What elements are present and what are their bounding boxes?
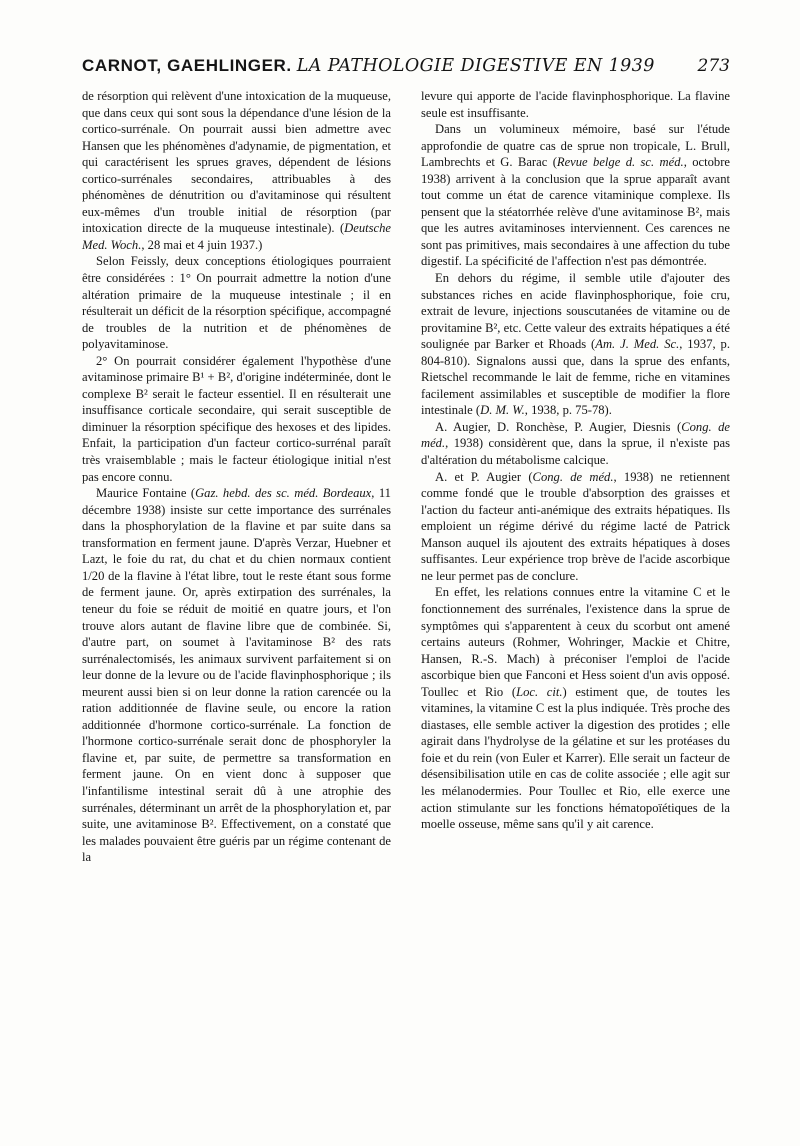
paragraph: Dans un volumineux mémoire, basé sur l'étude approfondie de quatre cas de sprue non tropicale, L. Brull, Lambrechts et G. Barac (Revue belge d. sc. méd., octobre 1938) arrivent à la conclusion que la sprue apparaît avant tout comme un état de carence vitaminique complexe. Ils pensent que la stéatorrhée relève d'une avitaminose B², mais que les autres avitaminoses interviennent. Ces carences ne sont pas primitives, mais secondaires à une affection du tube digestif. La spécificité de l'affection n'est pas démontrée. — [421, 122, 731, 269]
header-title: LA PATHOLOGIE DIGESTIVE EN 1939 — [296, 56, 655, 76]
right-column — [421, 88, 730, 833]
paragraph: En dehors du régime, il semble utile d'ajouter des substances riches en acide flavinphosphorique, foie cru, extrait de levure, injections souscutanées de vitamine ou de provitamine B², etc. Cette valeur des extraits hépatiques a été soulignée par Barker et Rhoads (Am. J. Med. Sc., 1937, p. 804-810). Signalons aussi que, dans la sprue des enfants, Rietschel recommande le lait de femme, riche en vitamines facilement assimilables et susceptible de modifier la flore intestinale (D. M. W., 1938, p. 75-78). — [421, 271, 730, 418]
paragraph: de résorption qui relèvent d'une intoxication de la muqueuse, que dans ceux qui sont sous la dépendance d'une lésion de la cortico-surrénale. On pourrait aussi bien admettre avec Hansen que les phénomènes d'adynamie, de pigmentation, et qui caractérisent les sprues graves, dépendent de lésions cortico-surrénales secondaires, attribuables à des phénomènes de dénutrition ou d'avitaminose qui résultent eux-mêmes d'un trouble initial de résorption (par intoxication directe de la muqueuse intestinale). (Deutsche Med. Woch., 28 mai et 4 juin 1937.) — [82, 89, 391, 252]
citation: Cong. de méd. — [532, 469, 614, 484]
citation: Am. J. Med. Sc. — [595, 337, 680, 352]
header-authors: CARNOT, GAEHLINGER. — [82, 56, 292, 75]
citation: Gaz. hebd. des sc. méd. Bordeaux — [195, 486, 372, 501]
running-header — [82, 56, 730, 76]
citation: Deutsche Med. Woch. — [82, 221, 391, 252]
citation: Loc. cit. — [516, 684, 563, 699]
citation: Revue belge d. sc. méd. — [556, 155, 684, 170]
citation: D. M. W. — [480, 403, 525, 418]
paragraph: 2° On pourrait considérer également l'hypothèse d'une avitaminose primaire B¹ + B², d'origine indéterminée, dont le complexe B² serait le facteur essentiel. Il en résulterait une insuffisance corticale secondaire, qui serait susceptible de diminuer la résorption spécifique des hexoses et des lipides. Enfait, la participation d'un facteur cortico-surrénal paraît très vraisemblable ; mais le facteur étiologique initial n'est pas encore connu. — [82, 353, 391, 484]
paragraph: levure qui apporte de l'acide flavinphosphorique. La flavine seule est insuffisante. — [421, 89, 730, 120]
citation: Cong. de méd. — [421, 419, 730, 451]
paragraph: Maurice Fontaine (Gaz. hebd. des sc. méd. Bordeaux, 11 décembre 1938) insiste sur cette importance des surrénales dans la phosphorylation de la flavine et par suite dans sa transformation en ferment jaune. D'après Verzar, Huebner et Lazt, le foie du rat, du chat et du chien normaux contient 1/20 de la flavine à l'état libre, tout le reste étant sous forme de ferment jaune. Or, après extirpation des surrénales, la teneur du foie se réduit de moitié en quatre jours, et l'on trouve alors autant de flavine libre que de combinée. Si, d'autre part, on soumet à l'avitaminose B² des rats surrénalectomisés, les animaux survivent parfaitement si on leur donne de la levure ou de l'acide flavinphosphorique ; ils meurent aussi bien si on leur donne la ration carencée ou la ration additionnée de flavine seule, ou encore la ration additionnée d'hormone cortico-surrénale. La fonction de l'hormone cortico-surrénale serait donc de phosphoryler la flavine et, par suite, de permettre sa transformation en ferment jaune. On en vient donc à supposer que l'infantilisme intestinal serait dû à une atrophie des surrénales, déterminant un arrêt de la phosphorylation et, par suite, une avitaminose B². Effectivement, on a constaté que les malades pouvaient être guéris par un régime contenant de la — [82, 486, 391, 865]
page-number: 273 — [697, 56, 730, 76]
paragraph: A. Augier, D. Ronchèse, P. Augier, Diesnis (Cong. de méd., 1938) considèrent que, dans la sprue, il n'existe pas d'altération du métabolisme calcique. — [421, 419, 730, 468]
left-column — [82, 88, 391, 866]
paragraph: Selon Feissly, deux conceptions étiologiques pourraient être considérées : 1° On pourrait admettre la notion d'une altération primaire de la muqueuse intestinale ; il en résulterait un déficit de la résorption spécifique, accompagné de troubles de la nutrition et de phénomènes de polyavitaminose. — [82, 254, 391, 352]
paragraph: A. et P. Augier (Cong. de méd., 1938) ne retiennent comme fondé que le trouble d'absorption des graisses et l'action du facteur anti-anémique des extraits hépatiques. Ils emploient un régime dérivé du régime lacté de Patrick Manson auquel ils ajoutent des extraits hépatiques à doses suffisantes. Leur expérience trop brève de l'acide ascorbique ne leur permet pas de conclure. — [421, 469, 730, 583]
paragraph: En effet, les relations connues entre la vitamine C et le fonctionnement des surrénales, l'existence dans la sprue de symptômes qui s'apparentent à ceux du scorbut ont amené certains auteurs (Rohmer, Wohringer, Mackie et Chitre, Hansen, R.-S. Mach) à préconiser l'emploi de l'acide ascorbique bien que Fanconi et Hess soient d'un avis opposé. Toullec et Rio (Loc. cit.) estiment que, de toutes les vitamines, la vitamine C est la plus indiquée. Très proche des diastases, elle semble activer la digestion des protides ; elle agirait dans l'hydrolyse de la gélatine et sur les protéases du foie et du rein (von Euler et Karrer). Elle serait un facteur de désensibilisation utile en cas de colite associée ; elle agit sur les mélanodermies. Pour Toullec et Rio, elle exerce une action stimulante sur les fonctions hématopoïétiques de la moelle osseuse, même sans qu'il y ait carence. — [421, 585, 730, 832]
